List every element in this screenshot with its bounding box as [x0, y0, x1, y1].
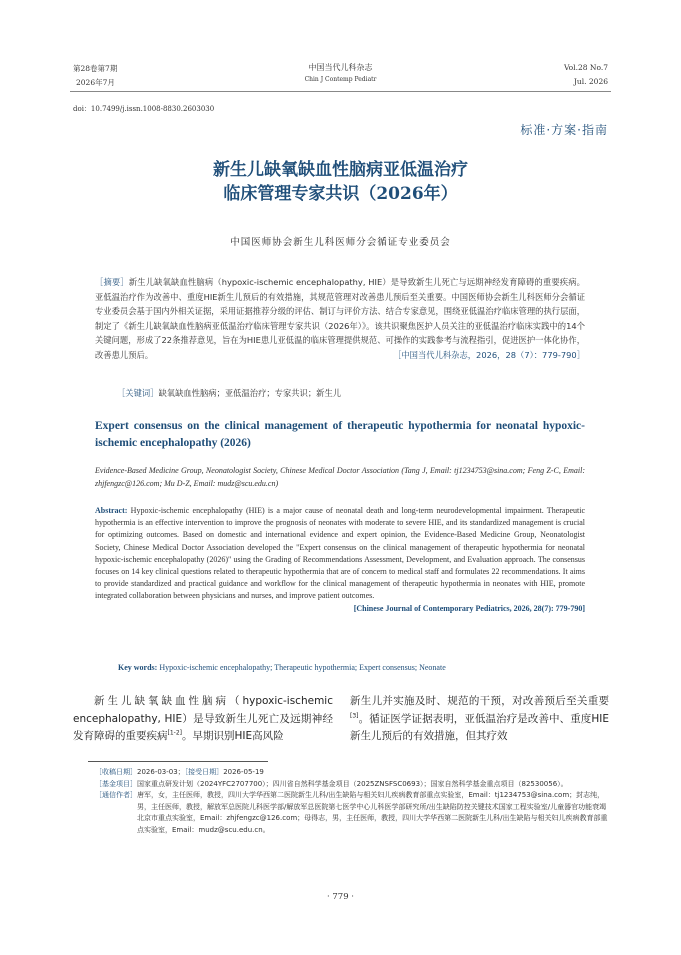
footnote-funding [95, 779, 610, 791]
title-line-1: 新生儿缺氧缺血性脑病亚低温治疗 [213, 160, 468, 180]
corr-text: 唐军，女，主任医师，教授，四川大学华西第二医院新生儿科/出生缺陷与相关妇儿疾病教育部重点实验室，Email：tj1234753@sina.com；封志纯，男，主任医师，教授，解放军总医院儿科医学部/解放军总医院第七医学中心儿科医学部研究所/出生缺陷防控关键技术国家工程实验室/儿童器官功能衰竭北京市重点实验室，Email：zhjfengzc@126.com；母得志，男，主任医师，教授，四川大学华西第二医院新生儿科/出生缺陷与相关妇儿疾病教育部重点实验室，Email：mudz@scu.edu.cn。 [137, 791, 608, 834]
en-abstract-label: Abstract: [95, 506, 128, 515]
funding-text: 国家重点研发计划（2024YFC2707700）；四川省自然科学基金项目（2025ZNSFSC0693）；国家自然科学基金重点项目（82530056）。 [137, 779, 568, 788]
corr-label: ［通信作者］ [95, 791, 137, 799]
cn-keywords-label: ［关键词］ [117, 388, 159, 398]
cn-keywords-text: 缺氧缺血性脑病；亚低温治疗；专家共识；新生儿 [158, 388, 342, 398]
body-column-2 [350, 693, 609, 746]
header-journal-cn: 中国当代儿科杂志 [308, 63, 373, 72]
en-keywords [118, 662, 585, 674]
funding-label: ［基金项目］ [95, 779, 137, 788]
received-date: 2026-03-03； [137, 768, 185, 776]
page-number: · 779 · [326, 892, 355, 902]
header-rule [70, 91, 611, 92]
received-label: ［收稿日期］ [95, 768, 137, 776]
cn-abstract-text: 新生儿缺氧缺血性脑病（hypoxic-ischemic encephalopathy, HIE）是导致新生儿死亡与远期神经发育障碍的重要疾病。亚低温治疗作为改善中、重度HIE新生儿预后的有效措施，其规范管理对改善患儿预后至关重要。中国医师协会新生儿科医师分会循证专业委员会基于国内外相关证据，采用证据推荐分级的评估、制订与评价方法、结合专家意见，围绕亚低温治疗临床管理的执行层面，制定了《新生儿缺氧缺血性脑病亚低温治疗临床管理专家共识（2026年）》。该共识聚焦医护人员关注的亚低温治疗临床实践中的14个关键问题，形成了22条推荐意见，旨在为HIE患儿亚低温的临床管理提供规范、可操作的实践参考与流程指引，促进医护一体化协作，改善患儿预后。 [95, 277, 585, 360]
header-journal-en: Chin J Contemp Pediatr [304, 76, 377, 83]
doi: doi：10.7499/j.issn.1008-8830.2603030 [73, 105, 215, 113]
en-citation: [Chinese Journal of Contemporary Pediatrics, 2026, 28(7): 779-790] [353, 603, 585, 613]
author-organization: 中国医师协会新生儿科医师分会循证专业委员会 [230, 237, 451, 248]
body-col2-text-a: 新生儿并实施及时、规范的干预，对改善预后至关重要 [350, 695, 609, 707]
cn-abstract-label: ［摘要］ [95, 277, 129, 287]
en-abstract [95, 505, 585, 615]
en-title: Expert consensus on the clinical management of therapeutic hypothermia for neonatal hypoxic-ischemic encephalopathy (2026) [95, 420, 585, 449]
section-label: 标准·方案·指南 [520, 123, 608, 137]
cn-citation: ［中国当代儿科杂志，2026，28（7）：779-790］ [393, 349, 585, 360]
en-abstract-text: Hypoxic-ischemic encephalopathy (HIE) is a major cause of neonatal death and long-term neurodevelopmental impairment. Therapeutic hypothermia is an effective intervention to improve the prognosis of neonates with moderate to severe HIE, and its standardized management is crucial for optimizing outcomes. Based on domestic and international evidence and expert opinion, the Evidence-Based Medicine Group, Neonatologist Society, Chinese Medical Doctor Association developed the "Expert consensus on the clinical management of therapeutic hypothermia for neonatal hypoxic-ischemic encephalopathy (2026)" using the Grading of Recommendations Assessment, Development, and Evaluation approach. The consensus focuses on 14 key clinical questions related to therapeutic hypothermia that are of concern to medical staff and formulates 22 recommendations. It aims to provide standardized and practical guidance and workflow for the clinical management of therapeutic hypothermia in neonates with HIE, promote integrated collaboration between physicians and nurses, and improve patient outcomes. [95, 506, 586, 601]
header-date: 2026年7月 [76, 78, 115, 87]
cn-abstract [95, 275, 585, 362]
en-authors: Evidence-Based Medicine Group, Neonatologist Society, Chinese Medical Doctor Association (Tang J, Email: tj1234753@sina.com; Feng Z-C, Email: zhjfengzc@126.com; Mu D-Z, Email: mudz@scu.edu.cn) [95, 466, 585, 488]
cn-keywords [117, 386, 587, 401]
footnote-rule [88, 761, 268, 762]
header-date-en: Jul. 2026 [573, 77, 608, 86]
body-col1-tail: 。早期识别HIE高风险 [181, 730, 284, 742]
en-keywords-text: Hypoxic-ischemic encephalopathy; Therapeutic hypothermia; Expert consensus; Neonate [159, 663, 446, 672]
body-column-1 [73, 693, 333, 746]
body-col2-text-b: 。循证医学证据表明，亚低温治疗是改善中、重度HIE新生儿预后的有效措施，但其疗效 [350, 712, 609, 742]
footnote-corresponding [95, 790, 610, 836]
accepted-label: ［接受日期］ [184, 768, 224, 776]
body-col2-ref: [3] [350, 712, 359, 719]
footnote-dates [95, 767, 610, 779]
body-col1-ref: [1-2] [167, 729, 182, 737]
header-volume-issue: 第28卷第7期 [73, 64, 118, 73]
title-line-2: 临床管理专家共识（2026年） [223, 184, 458, 204]
en-keywords-label: Key words: [118, 663, 158, 672]
header-vol-en: Vol.28 No.7 [563, 63, 608, 72]
accepted-date: 2026-05-19 [223, 768, 264, 776]
footnotes [95, 767, 610, 836]
body-col1-text: 新生儿缺氧缺血性脑病（hypoxic-ischemic encephalopathy, HIE）是导致新生儿死亡及远期神经发育障碍的重要疾病 [73, 695, 333, 742]
page-title [0, 158, 681, 206]
